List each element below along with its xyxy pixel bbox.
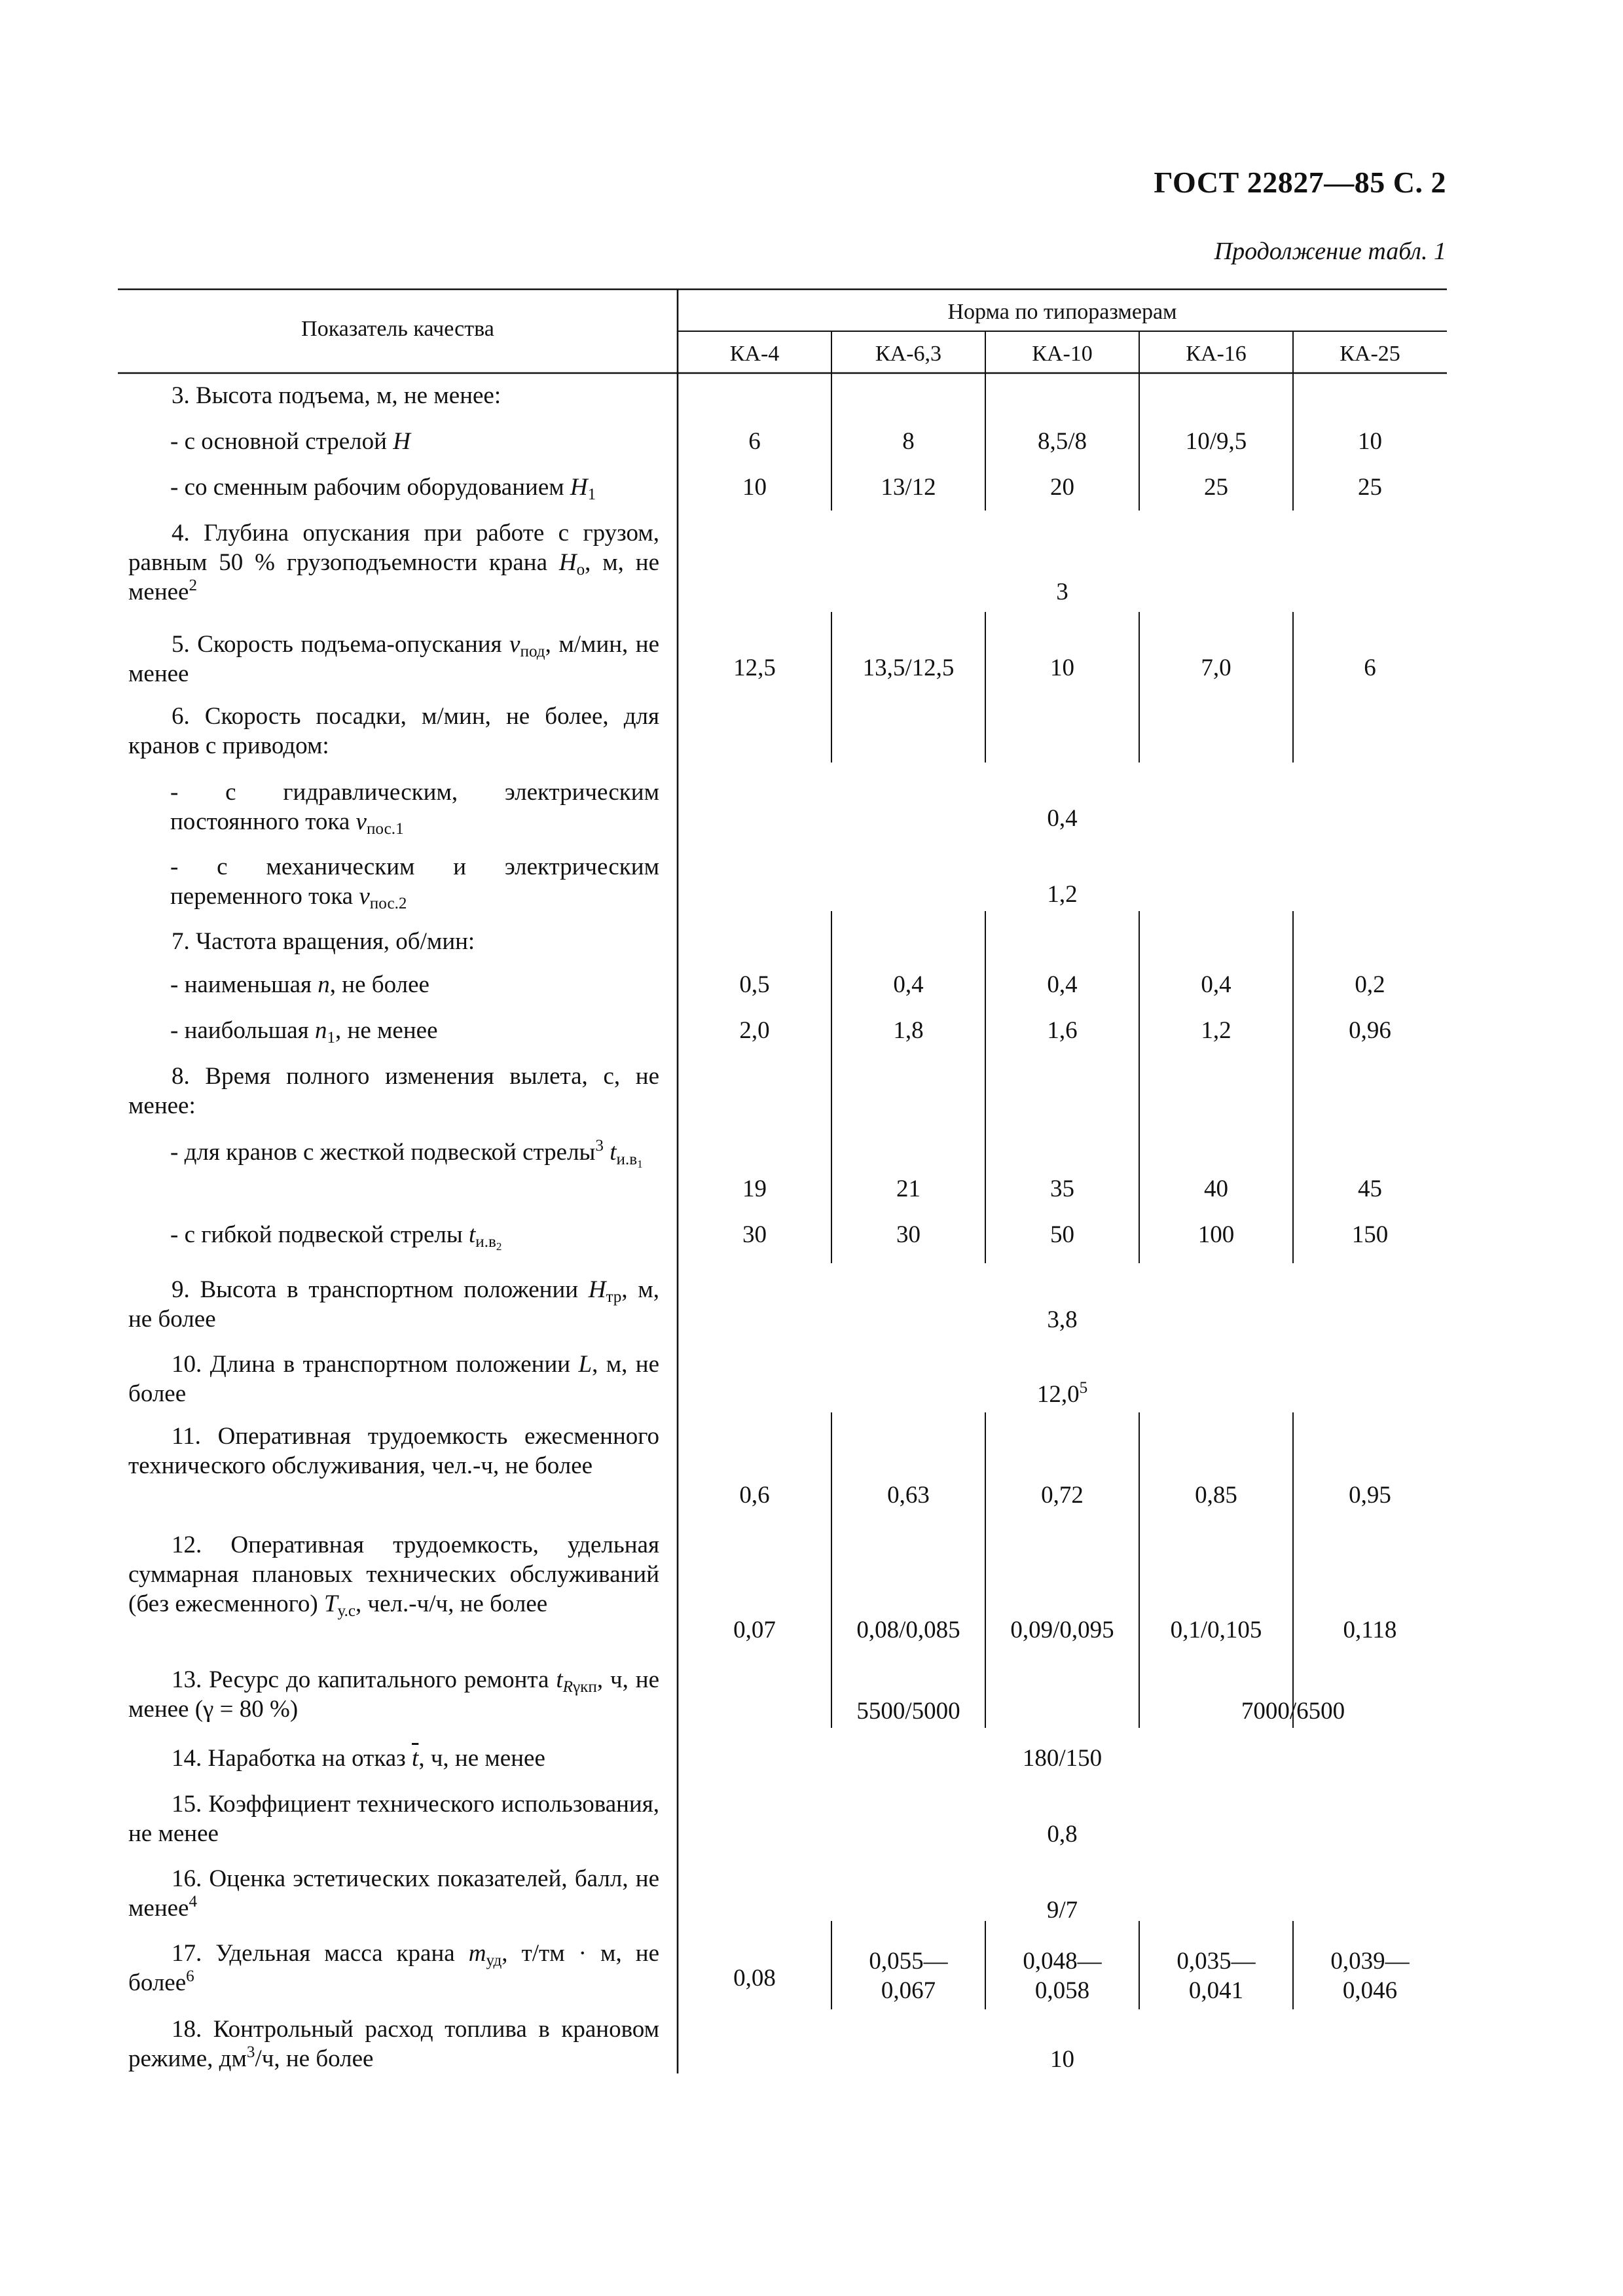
value-КА-10-r12: 0,09/0,095 [1010,1617,1114,1643]
indicator-r8: 8. Время полного изменения вылета, с, не менее: [128,1063,659,1119]
indicator-r13: 13. Ресурс до капитального ремонта $t_{R\gamma кп}$, ч, не менее (γ = 80 %) [128,1666,659,1723]
value-КА-10-r8a: 35 [1050,1175,1074,1202]
value-merged-r14: 180/150 [1022,1745,1103,1772]
value-КА-6,3-r8a: 21 [896,1175,921,1202]
value-КА-16-r11: 0,85 [1195,1482,1237,1509]
value-КА-10-r11: 0,72 [1041,1482,1084,1509]
column-header-size: КА-10 [1032,342,1093,366]
value-КА-25-r11: 0,95 [1349,1482,1391,1509]
table-continuation-label: Продолжение табл. 1 [1214,238,1446,265]
value-КА-25-r5: 6 [1364,655,1376,681]
value-КА-6,3-r3a: 8 [902,428,915,455]
value-КА-16-r3b: 25 [1204,474,1228,501]
value-КА-16-r7a: 0,4 [1201,971,1231,998]
value-КА-6,3-r5: 13,5/12,5 [862,655,955,681]
column-header-size: КА-6,3 [875,342,942,366]
value-КА-4-r5: 12,5 [733,655,776,681]
indicator-r7b: - наибольшая $n_1$, не менее [170,1017,438,1047]
indicator-r8a: - для кранов с жесткой подвеской стрелы$^3$ $t_{и.в_1}$ [170,1137,643,1170]
value-КА-16-r3a: 10/9,5 [1185,428,1247,455]
value-КА-4-r7b: 2,0 [739,1017,770,1044]
value-КА-6,3-r7a: 0,4 [893,971,924,998]
value-КА-10-r17: 0,048— 0,058 [1023,1948,1102,2004]
indicator-r4: 4. Глубина опускания при работе с грузом, равным 50 % грузоподъемности крана $H_о$, м, не менее$^2$ [128,520,659,605]
value-merged-r4: 3 [1056,579,1068,605]
indicator-r11: 11. Оперативная трудоемкость ежесменного технического обслуживания, чел.-ч, не более [128,1423,659,1479]
value-КА-25-r3b: 25 [1358,474,1382,501]
indicator-r17: 17. Удельная масса крана $m_{уд}$, т/тм · м, не более$^6$ [128,1940,659,1996]
value-КА-10-r7a: 0,4 [1047,971,1078,998]
document-title: ГОСТ 22827—85 С. 2 [1154,166,1446,199]
indicator-r6: 6. Скорость посадки, м/мин, не более, для кранов с приводом: [128,703,659,759]
indicator-r16: 16. Оценка эстетических показателей, балл, не менее$^4$ [128,1865,659,1922]
value-КА-6,3-r17: 0,055— 0,067 [869,1948,948,2004]
value-КА-10-r3b: 20 [1050,474,1074,501]
value-КА-4-r8a: 19 [742,1175,767,1202]
value-КА-6,3-r12: 0,08/0,085 [856,1617,960,1643]
indicator-r7: 7. Частота вращения, об/мин: [172,928,475,955]
value-merged-r9: 3,8 [1047,1306,1078,1333]
value-КА-25-r8a: 45 [1358,1175,1382,1202]
value-merged-r13: 5500/5000 [856,1698,960,1725]
value-КА-16-r8b: 100 [1197,1221,1235,1248]
value-КА-16-r7b: 1,2 [1201,1017,1231,1044]
value-merged-r6a: 0,4 [1047,805,1078,832]
indicator-r7a: - наименьшая n, не более [170,971,429,998]
value-merged-r16: 9/7 [1046,1897,1078,1924]
column-header-indicator: Показатель качества [301,317,494,341]
indicator-r5: 5. Скорость подъема-опускания $v_{под}$, м/мин, не менее [128,631,659,687]
value-КА-4-r8b: 30 [742,1221,767,1248]
value-КА-6,3-r3b: 13/12 [881,474,936,501]
value-КА-6,3-r11: 0,63 [887,1482,930,1509]
value-КА-25-r3a: 10 [1358,428,1382,455]
value-КА-4-r3b: 10 [742,474,767,501]
column-header-size: КА-4 [729,342,780,366]
indicator-r10: 10. Длина в транспортном положении L, м, не более [128,1351,660,1407]
indicator-r6a: - с гидравлическим, электрическим постоянного тока $v_{пос.1}$ [170,779,659,838]
value-КА-10-r7b: 1,6 [1047,1017,1078,1044]
column-header-size: КА-25 [1340,342,1400,366]
indicator-r6b: - с механическим и электрическим переменного тока $v_{пос.2}$ [170,853,659,913]
column-header-norm: Норма по типоразмерам [947,300,1177,324]
value-merged-r15: 0,8 [1047,1821,1078,1848]
indicator-r8b: - с гибкой подвеской стрелы $t_{и.в_2}$ [170,1221,502,1253]
indicator-r14: 14. Наработка на отказ $\overline{t}$, ч, не менее [172,1745,545,1772]
indicator-r3a: - с основной стрелой H [170,428,410,455]
value-КА-25-r17: 0,039— 0,046 [1330,1948,1410,2004]
value-КА-10-r5: 10 [1050,655,1074,681]
value-КА-10-r8b: 50 [1050,1221,1074,1248]
value-КА-25-r7a: 0,2 [1355,971,1385,998]
value-КА-10-r3a: 8,5/8 [1037,428,1087,455]
column-header-size: КА-16 [1186,342,1247,366]
indicator-r9: 9. Высота в транспортном положении $H_{тр}$, м, не более [128,1276,659,1333]
value-КА-6,3-r7b: 1,8 [893,1017,924,1044]
value-merged-r10: 12,0$^5$ [1036,1379,1088,1408]
value-merged-r18: 10 [1050,2046,1074,2073]
value-КА-4-r12: 0,07 [733,1617,776,1643]
indicator-r18: 18. Контрольный расход топлива в крановом режиме, $дм^3/ч$, не более [128,2016,659,2072]
value-КА-4-r3a: 6 [748,428,761,455]
value-КА-4-r17: 0,08 [733,1965,776,1992]
indicator-r15: 15. Коэффициент технического использования, не менее [128,1791,659,1847]
value-merged-r6b: 1,2 [1047,881,1078,908]
value-КА-16-r17: 0,035— 0,041 [1176,1948,1256,2004]
value-КА-16-r5: 7,0 [1201,655,1231,681]
indicator-r3: 3. Высота подъема, м, не менее: [172,382,501,409]
indicator-r12: 12. Оперативная трудоемкость, удельная суммарная плановых технических обслуживаний (без ежесменного) $T_{у.с}$, чел.-ч/ч, не более [128,1532,659,1621]
value-КА-4-r11: 0,6 [739,1482,770,1509]
value-КА-4-r7a: 0,5 [739,971,770,998]
value-merged-r13: 7000/6500 [1241,1698,1345,1725]
value-КА-25-r8b: 150 [1351,1221,1389,1248]
value-КА-6,3-r8b: 30 [896,1221,921,1248]
value-КА-25-r12: 0,118 [1343,1617,1397,1643]
indicator-r3b: - со сменным рабочим оборудованием $H_1$ [170,474,596,504]
value-КА-16-r12: 0,1/0,105 [1170,1617,1262,1643]
value-КА-16-r8a: 40 [1204,1175,1228,1202]
value-КА-25-r7b: 0,96 [1349,1017,1391,1044]
